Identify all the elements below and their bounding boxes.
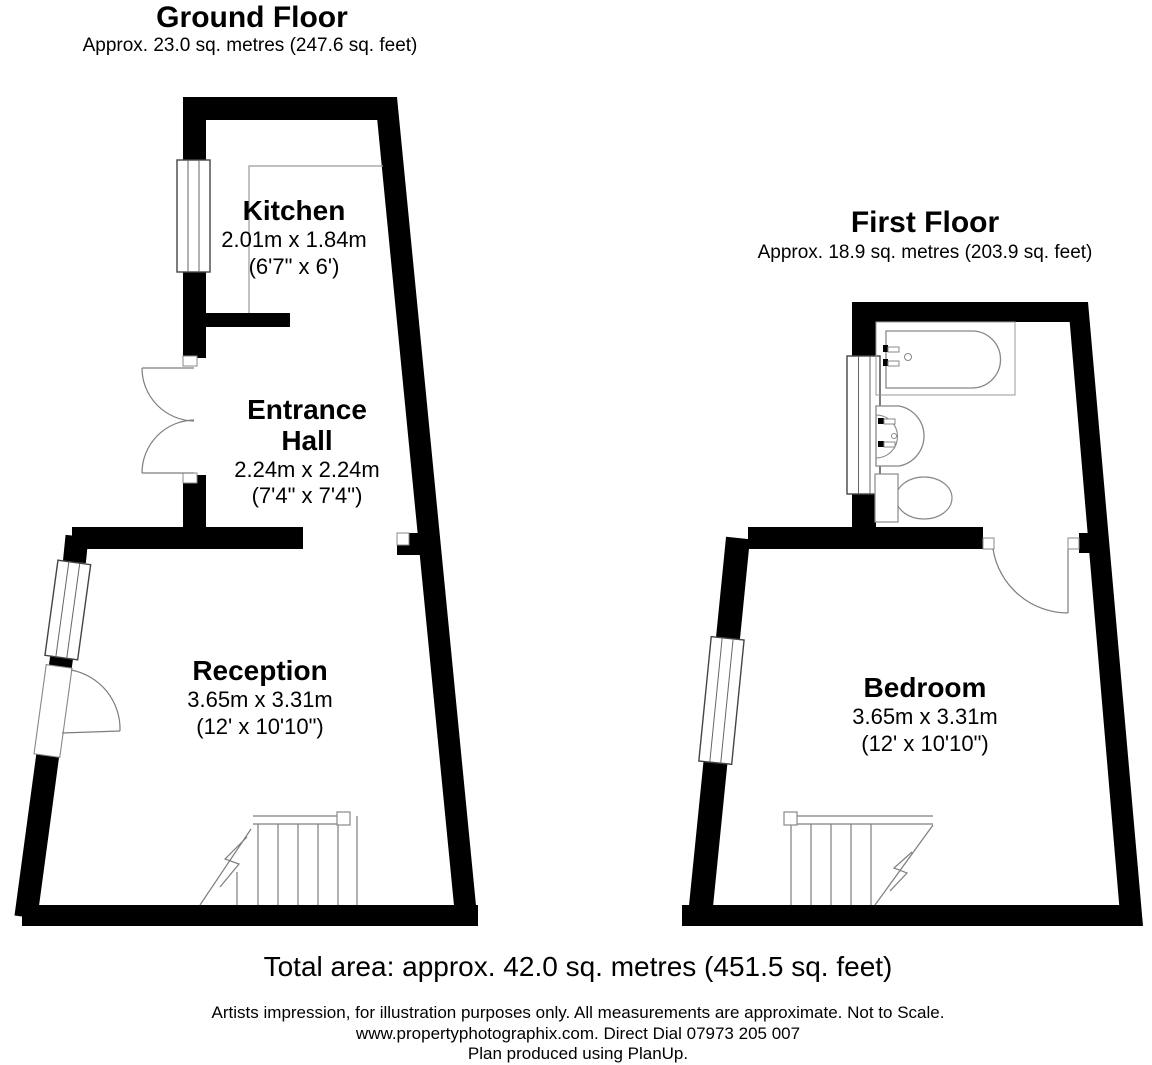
first-floor-plan <box>682 302 1143 926</box>
room-label-reception <box>187 656 333 740</box>
room-name: Reception <box>192 655 328 686</box>
kitchen-window <box>177 160 210 272</box>
bath-tub <box>876 322 1015 395</box>
room-dimensions-imperial: (6'7" x 6') <box>248 253 340 279</box>
first-floor-stairs <box>784 812 933 905</box>
ground-floor-stairs <box>200 812 357 905</box>
room-dimensions-metric: 3.65m x 3.31m <box>187 686 333 712</box>
room-dimensions-imperial: (12' x 10'10") <box>196 713 324 739</box>
room-name: Kitchen <box>242 195 346 226</box>
room-label-bedroom <box>852 673 998 757</box>
room-label-entrance-hall <box>220 395 395 510</box>
reception-door <box>34 665 120 758</box>
total-area-text: Total area: approx. 42.0 sq. metres (451.5 sq. feet) <box>263 951 893 982</box>
bedroom-door <box>993 549 1068 613</box>
bathroom-window <box>847 356 880 494</box>
first-floor-area: Approx. 18.9 sq. metres (203.9 sq. feet) <box>757 242 1093 263</box>
ground-floor-area: Approx. 23.0 sq. metres (247.6 sq. feet) <box>82 35 418 56</box>
room-dimensions-metric: 3.65m x 3.31m <box>852 703 998 729</box>
door-jambs-first <box>983 538 1079 549</box>
contact-text: www.propertyphotographix.com. Direct Dial 07973 205 007 <box>355 1024 801 1043</box>
room-name: Bedroom <box>863 672 987 703</box>
room-name: Entrance Hall <box>247 394 367 456</box>
room-dimensions-metric: 2.01m x 1.84m <box>221 226 367 252</box>
first-floor-walls <box>682 302 1143 926</box>
room-dimensions-imperial: (12' x 10'10") <box>861 730 989 756</box>
bedroom-window <box>699 637 744 765</box>
first-floor-title: First Floor <box>850 206 1000 239</box>
toilet <box>875 474 952 522</box>
entrance-double-door <box>142 368 194 473</box>
room-label-kitchen <box>221 196 367 280</box>
room-dimensions-imperial: (7'4" x 7'4") <box>251 483 363 509</box>
sink-basin <box>876 406 924 466</box>
produced-by-text: Plan produced using PlanUp. <box>467 1044 689 1063</box>
room-dimensions-metric: 2.24m x 2.24m <box>234 456 380 482</box>
ground-floor-title: Ground Floor <box>156 1 348 34</box>
reception-window <box>45 560 91 660</box>
disclaimer-text: Artists impression, for illustration purposes only. All measurements are approximate. Not to Scale. <box>211 1003 945 1022</box>
